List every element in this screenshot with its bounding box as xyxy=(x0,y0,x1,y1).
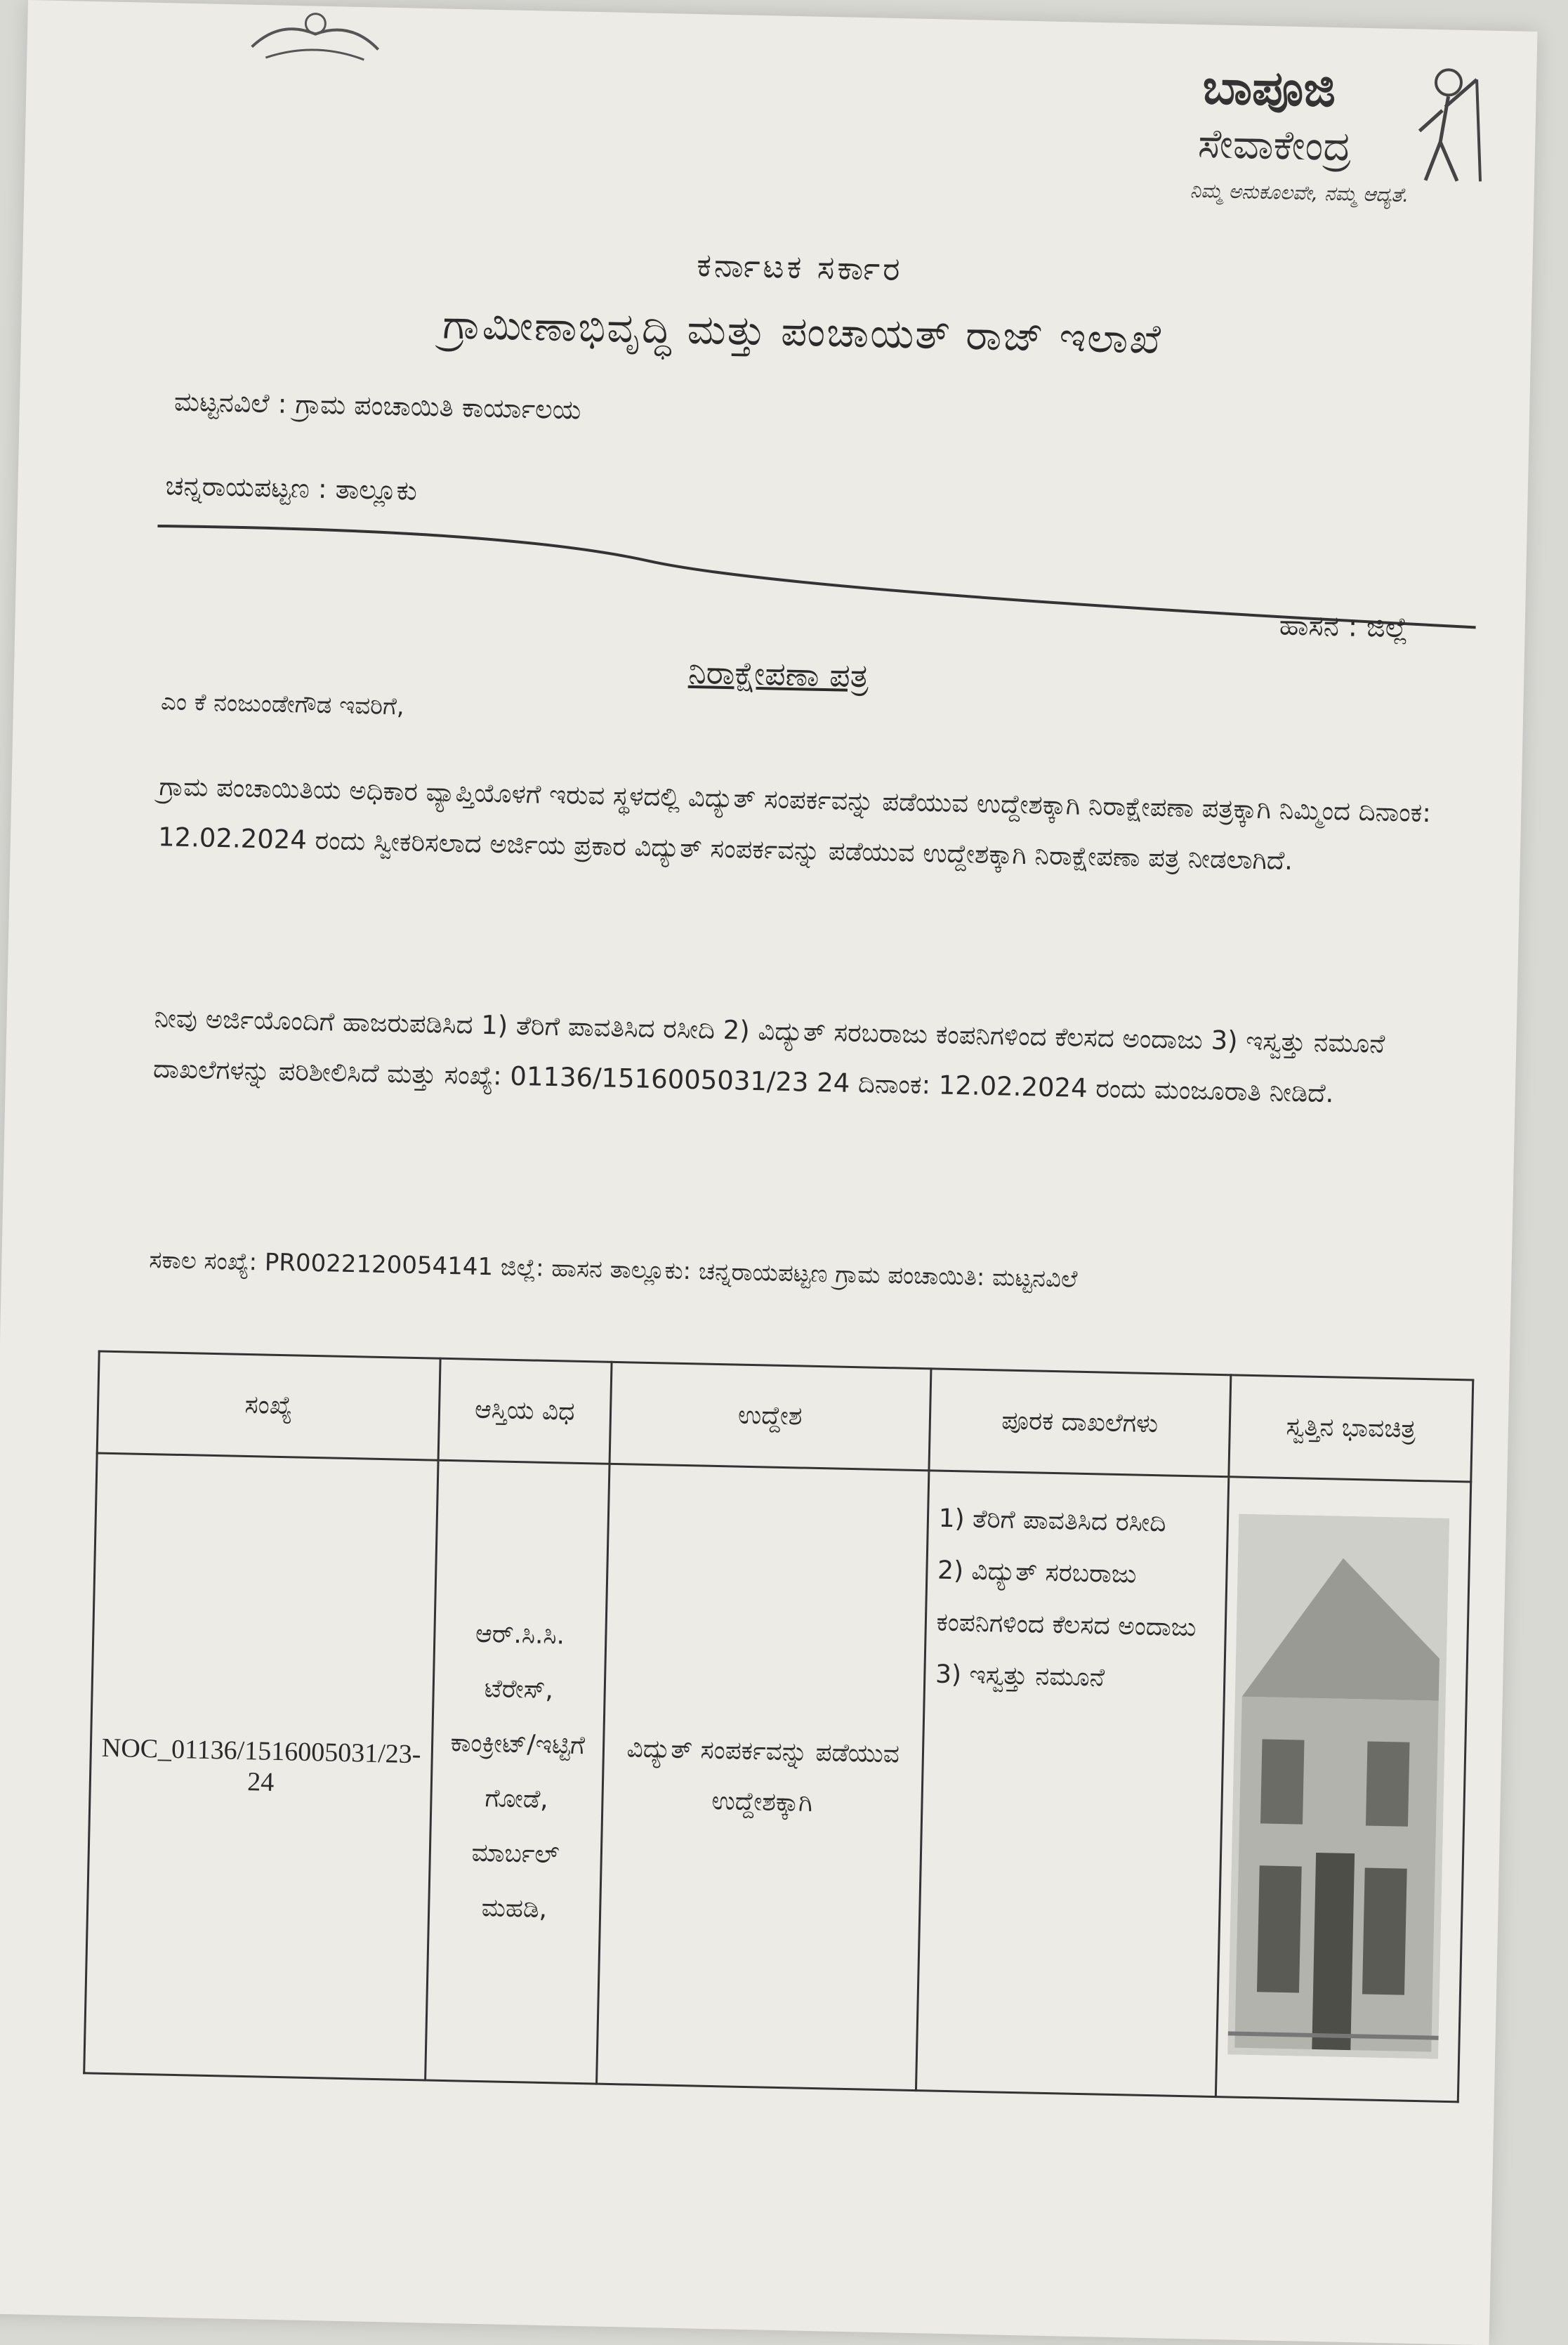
property-type-line: ಆರ್.ಸಿ.ಸಿ. xyxy=(475,1619,565,1650)
document-item: 3) ಇಸ್ವತ್ತು ನಮೂನೆ xyxy=(935,1660,1105,1693)
sakala-number: ಸಕಾಲ ಸಂಖ್ಯೆ: PR0022120054141 ಜಿಲ್ಲೆ: ಹಾಸನ ತಾಲ್ಲೂಕು: ಚನ್ನರಾಯಪಟ್ಟಣ ಗ್ರಾಮ ಪಂಚಾಯಿತಿ: ಮಟ್ಟನವಿಲೆ xyxy=(149,1246,1078,1294)
header-documents: ಪೂರಕ ದಾಖಲೆಗಳು xyxy=(929,1369,1231,1477)
paragraph-approval: ನೀವು ಅರ್ಜಿಯೊಂದಿಗೆ ಹಾಜರುಪಡಿಸಿದ 1) ತೆರಿಗೆ ಪಾವತಿಸಿದ ರಸೀದಿ 2) ವಿದ್ಯುತ್ ಸರಬರಾಜು ಕಂಪನಿಗಳಿಂದ ಕೆಲಸದ ಅಂದಾಜು 3) ಇಸ್ವತ್ತು ನಮೂನೆ ದಾಖಲೆಗಳನ್ನು ಪರಿಶೀಲಿಸಿದೆ ಮತ್ತು ಸಂಖ್ಯೆ: 01136/1516005031/23 24 ದಿನಾಂಕ: 12.02.2024 ರಂದು ಮಂಜೂರಾತಿ ನೀಡಿದೆ. xyxy=(152,1003,1385,1109)
government-name: ಕರ್ನಾಟಕ ಸರ್ಕಾರ xyxy=(696,246,904,289)
logo-tagline: ನಿಮ್ಮ ಅನುಕೂಲವೇ, ನಮ್ಮ ಆದ್ಯತೆ. xyxy=(1190,178,1409,207)
district-name: ಹಾಸನ : ಜಿಲ್ಲೆ xyxy=(1279,609,1409,645)
property-photo xyxy=(1227,1513,1449,2058)
property-photo-cell xyxy=(1215,1477,1470,2102)
document-item: 1) ತೆರಿಗೆ ಪಾವತಿಸಿದ ರಸೀದಿ xyxy=(938,1504,1166,1538)
header-number: ಸಂಖ್ಯೆ xyxy=(97,1351,440,1460)
state-emblem-icon xyxy=(237,4,393,71)
supporting-documents xyxy=(916,1471,1229,2097)
property-type-line: ಮಹಡಿ, xyxy=(481,1893,548,1924)
property-type xyxy=(425,1460,610,2084)
gandhi-figure-icon xyxy=(1397,64,1491,185)
bapuji-seva-kendra-logo xyxy=(1147,51,1516,221)
header-property-type: ಆಸ್ತಿಯ ವಿಧ xyxy=(438,1358,612,1464)
property-type-line: ಮಾರ್ಬಲ್ xyxy=(471,1838,560,1870)
header-property-photo: ಸ್ವತ್ತಿನ ಭಾವಚಿತ್ರ xyxy=(1229,1375,1473,1482)
purpose: ವಿದ್ಯುತ್ ಸಂಪರ್ಕವನ್ನು ಪಡೆಯುವ ಉದ್ದೇಶಕ್ಕಾಗಿ xyxy=(596,1464,928,2090)
noc-number: NOC_01136/1516005031/23-24 xyxy=(84,1453,438,2080)
header-purpose: ಉದ್ದೇಶ xyxy=(610,1362,931,1470)
paragraph-application: ಗ್ರಾಮ ಪಂಚಾಯಿತಿಯ ಅಧಿಕಾರ ವ್ಯಾಪ್ತಿಯೊಳಗೆ ಇರುವ ಸ್ಥಳದಲ್ಲಿ ವಿದ್ಯುತ್ ಸಂಪರ್ಕವನ್ನು ಪಡೆಯುವ ಉದ್ದೇಶಕ್ಕಾಗಿ ನಿರಾಕ್ಷೇಪಣಾ ಪತ್ರಕ್ಕಾಗಿ ನಿಮ್ಮಿಂದ ದಿನಾಂಕ: 12.02.2024 ರಂದು ಸ್ವೀಕರಿಸಲಾದ ಅರ್ಜಿಯ ಪ್ರಕಾರ ವಿದ್ಯುತ್ ಸಂಪರ್ಕವನ್ನು ಪಡೆಯುವ ಉದ್ದೇಶಕ್ಕಾಗಿ ನಿರಾಕ್ಷೇಪಣಾ ಪತ್ರ ನೀಡಲಾಗಿದೆ. xyxy=(157,771,1432,876)
table-row xyxy=(84,1453,1471,2102)
property-type-line: ಗೋಡೆ, xyxy=(485,1784,549,1815)
document-title: ನಿರಾಕ್ಷೇಪಣಾ ಪತ್ರ xyxy=(687,652,869,695)
property-type-line: ಕಾಂಕ್ರೀಟ್/ಇಟ್ಟಿಗೆ xyxy=(450,1728,586,1761)
logo-name: ಬಾಪೂಜಿ xyxy=(1201,60,1336,119)
property-type-line: ಟೆರೇಸ್, xyxy=(484,1674,554,1705)
logo-subtitle: ಸೇವಾಕೇಂದ್ರ xyxy=(1197,119,1352,171)
noc-table xyxy=(83,1351,1474,2103)
document-item: ಕಂಪನಿಗಳಿಂದ ಕೆಲಸದ ಅಂದಾಜು xyxy=(936,1608,1197,1643)
office-name: ಮಟ್ಟನವಿಲೆ : ಗ್ರಾಮ ಪಂಚಾಯಿತಿ ಕಾರ್ಯಾಲಯ xyxy=(173,386,581,426)
document-item: 2) ವಿದ್ಯುತ್ ಸರಬರಾಜು xyxy=(937,1556,1137,1589)
department-name: ಗ್ರಾಮೀಣಾಭಿವೃದ್ಧಿ ಮತ್ತು ಪಂಚಾಯತ್ ರಾಜ್ ಇಲಾಖೆ xyxy=(442,300,1163,363)
taluk-name: ಚನ್ನರಾಯಪಟ್ಟಣ : ತಾಲ್ಲೂಕು xyxy=(165,470,418,506)
addressee: ಎಂ ಕೆ ನಂಜುಂಡೇಗೌಡ ಇವರಿಗೆ, xyxy=(160,688,405,721)
